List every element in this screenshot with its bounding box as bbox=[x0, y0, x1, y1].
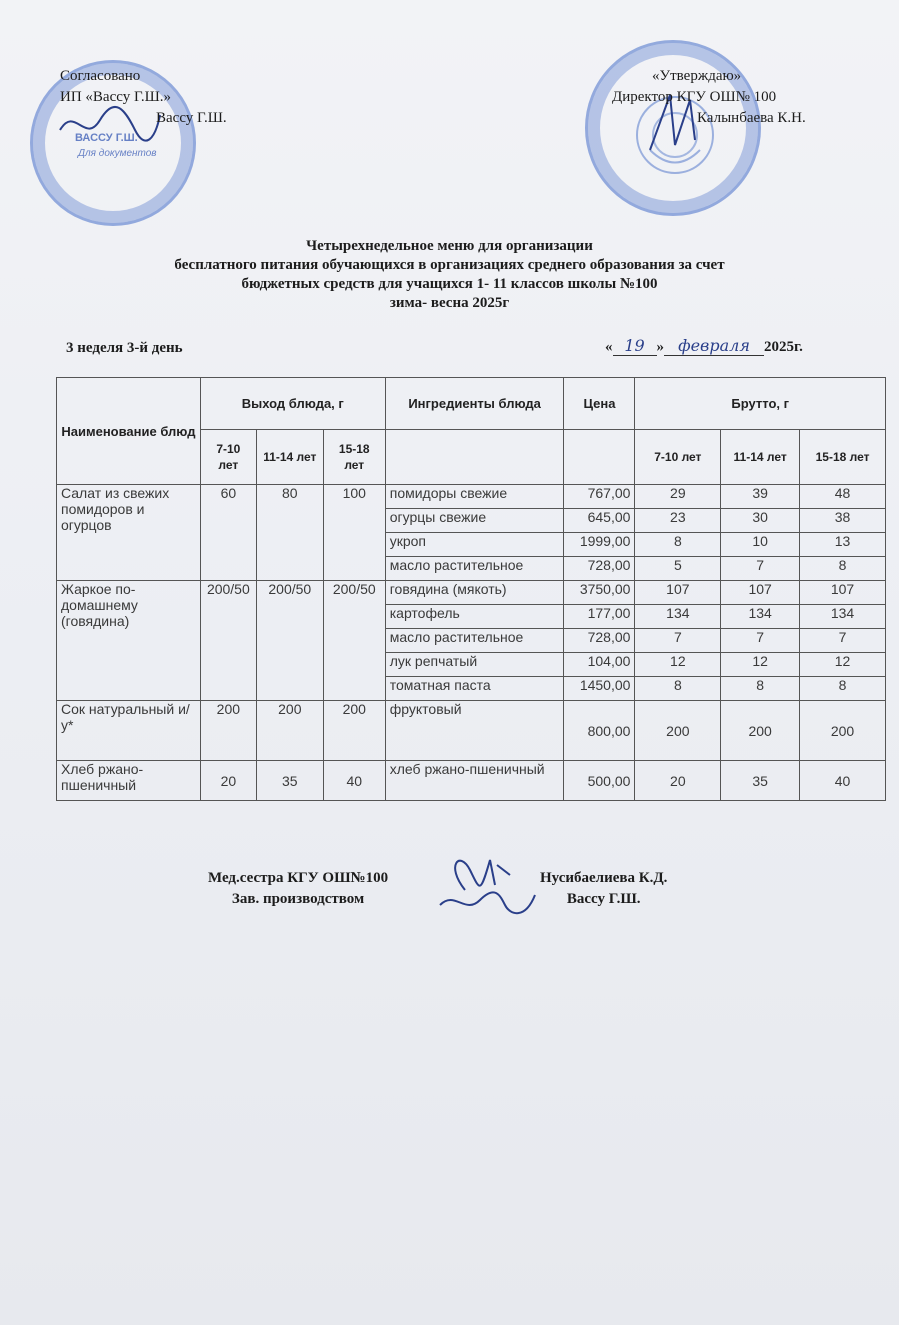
brutto-value: 107 bbox=[800, 581, 886, 605]
dish-output: 35 bbox=[256, 761, 323, 801]
approval-left-line2: ИП «Вассу Г.Ш.» bbox=[60, 89, 172, 105]
date-month: февраля bbox=[664, 336, 764, 356]
dish-output: 200/50 bbox=[256, 581, 323, 701]
date-day: 19 bbox=[613, 336, 657, 356]
header-output-age1: 7-10 лет bbox=[200, 430, 256, 485]
dish-output: 60 bbox=[200, 485, 256, 581]
dish-output: 20 bbox=[200, 761, 256, 801]
brutto-value: 13 bbox=[800, 533, 886, 557]
footer-production-name: Вассу Г.Ш. bbox=[566, 891, 641, 907]
brutto-value: 134 bbox=[721, 605, 800, 629]
footer-signature-icon bbox=[435, 845, 540, 925]
header-brutto-age1: 7-10 лет bbox=[635, 430, 721, 485]
title-line4: зима- весна 2025г bbox=[389, 295, 510, 311]
ingredient-name: масло растительное bbox=[385, 557, 564, 581]
ingredient-price: 728,00 bbox=[564, 557, 635, 581]
header-ingredients-blank bbox=[385, 430, 564, 485]
stamp-left-name: ВАССУ Г.Ш. bbox=[75, 132, 138, 144]
brutto-value: 35 bbox=[721, 761, 800, 801]
brutto-value: 8 bbox=[635, 677, 721, 701]
approval-left-block bbox=[60, 66, 227, 129]
stamp-left-subtitle: Для документов bbox=[78, 148, 157, 159]
dish-output: 200 bbox=[323, 701, 385, 761]
header-output: Выход блюда, г bbox=[200, 378, 385, 430]
header-brutto-age2: 11-14 лет bbox=[721, 430, 800, 485]
ingredient-price: 728,00 bbox=[564, 629, 635, 653]
date-close-quote: » bbox=[656, 339, 664, 355]
footer-production-title: Зав. производством bbox=[231, 891, 365, 907]
header-output-age3: 15-18 лет bbox=[323, 430, 385, 485]
brutto-value: 134 bbox=[800, 605, 886, 629]
approval-right-line1: «Утверждаю» bbox=[652, 68, 742, 84]
brutto-value: 7 bbox=[721, 629, 800, 653]
dish-output: 200 bbox=[200, 701, 256, 761]
week-label: 3 неделя 3-й день bbox=[66, 340, 183, 356]
brutto-value: 39 bbox=[721, 485, 800, 509]
brutto-value: 8 bbox=[721, 677, 800, 701]
document-date bbox=[605, 336, 803, 356]
header-brutto: Брутто, г bbox=[635, 378, 886, 430]
ingredient-name: укроп bbox=[385, 533, 564, 557]
dish-output: 100 bbox=[323, 485, 385, 581]
ingredient-name: масло растительное bbox=[385, 629, 564, 653]
brutto-value: 200 bbox=[635, 701, 721, 761]
ingredient-name: картофель bbox=[385, 605, 564, 629]
footer-right bbox=[540, 868, 667, 910]
ingredient-price: 800,00 bbox=[564, 701, 635, 761]
header-brutto-age3: 15-18 лет bbox=[800, 430, 886, 485]
brutto-value: 12 bbox=[800, 653, 886, 677]
brutto-value: 5 bbox=[635, 557, 721, 581]
brutto-value: 7 bbox=[800, 629, 886, 653]
ingredient-name: огурцы свежие bbox=[385, 509, 564, 533]
brutto-value: 38 bbox=[800, 509, 886, 533]
ingredient-price: 1450,00 bbox=[564, 677, 635, 701]
dish-name: Салат из свежих помидоров и огурцов bbox=[57, 485, 201, 581]
ingredient-price: 767,00 bbox=[564, 485, 635, 509]
footer-nurse-title: Мед.сестра КГУ ОШ№100 bbox=[208, 870, 389, 886]
brutto-value: 48 bbox=[800, 485, 886, 509]
dish-output: 80 bbox=[256, 485, 323, 581]
header-price: Цена bbox=[564, 378, 635, 430]
brutto-value: 7 bbox=[635, 629, 721, 653]
table-row bbox=[57, 761, 886, 801]
brutto-value: 107 bbox=[721, 581, 800, 605]
document-title bbox=[0, 237, 899, 313]
brutto-value: 23 bbox=[635, 509, 721, 533]
approval-right-block bbox=[612, 66, 806, 129]
brutto-value: 10 bbox=[721, 533, 800, 557]
table-row bbox=[57, 701, 886, 761]
approval-left-line3: Вассу Г.Ш. bbox=[156, 110, 227, 126]
ingredient-name: помидоры свежие bbox=[385, 485, 564, 509]
ingredient-price: 645,00 bbox=[564, 509, 635, 533]
dish-output: 200/50 bbox=[323, 581, 385, 701]
ingredient-price: 500,00 bbox=[564, 761, 635, 801]
approval-left-line1: Согласовано bbox=[60, 68, 141, 84]
title-line1: Четырехнедельное меню для организации bbox=[306, 238, 593, 254]
header-price-blank bbox=[564, 430, 635, 485]
brutto-value: 30 bbox=[721, 509, 800, 533]
brutto-value: 107 bbox=[635, 581, 721, 605]
dish-output: 40 bbox=[323, 761, 385, 801]
table-row bbox=[57, 581, 886, 605]
header-output-age2: 11-14 лет bbox=[256, 430, 323, 485]
brutto-value: 20 bbox=[635, 761, 721, 801]
dish-name: Хлеб ржано-пшеничный bbox=[57, 761, 201, 801]
brutto-value: 200 bbox=[721, 701, 800, 761]
dish-name: Сок натуральный и/у* bbox=[57, 701, 201, 761]
footer-left bbox=[208, 868, 388, 910]
menu-table bbox=[56, 377, 886, 801]
brutto-value: 12 bbox=[635, 653, 721, 677]
approval-right-line2: Директор КГУ ОШ№ 100 bbox=[612, 89, 777, 105]
brutto-value: 8 bbox=[635, 533, 721, 557]
ingredient-name: хлеб ржано-пшеничный bbox=[385, 761, 564, 801]
date-open-quote: « bbox=[605, 339, 613, 355]
brutto-value: 134 bbox=[635, 605, 721, 629]
dish-name: Жаркое по-домашнему (говядина) bbox=[57, 581, 201, 701]
date-year: 2025г. bbox=[764, 339, 803, 355]
brutto-value: 8 bbox=[800, 557, 886, 581]
ingredient-name: говядина (мякоть) bbox=[385, 581, 564, 605]
title-line2: бесплатного питания обучающихся в организациях среднего образования за счет bbox=[174, 257, 725, 273]
ingredient-price: 1999,00 bbox=[564, 533, 635, 557]
title-line3: бюджетных средств для учащихся 1- 11 классов школы №100 bbox=[241, 276, 658, 292]
approval-right-line3: Калынбаева К.Н. bbox=[697, 110, 806, 126]
ingredient-price: 3750,00 bbox=[564, 581, 635, 605]
dish-output: 200 bbox=[256, 701, 323, 761]
dish-output: 200/50 bbox=[200, 581, 256, 701]
brutto-value: 7 bbox=[721, 557, 800, 581]
ingredient-price: 177,00 bbox=[564, 605, 635, 629]
brutto-value: 40 bbox=[800, 761, 886, 801]
brutto-value: 29 bbox=[635, 485, 721, 509]
header-ingredients: Ингредиенты блюда bbox=[385, 378, 564, 430]
footer-nurse-name: Нусибаелиева К.Д. bbox=[540, 870, 668, 886]
ingredient-price: 104,00 bbox=[564, 653, 635, 677]
ingredient-name: фруктовый bbox=[385, 701, 564, 761]
brutto-value: 8 bbox=[800, 677, 886, 701]
table-row bbox=[57, 485, 886, 509]
brutto-value: 200 bbox=[800, 701, 886, 761]
brutto-value: 12 bbox=[721, 653, 800, 677]
ingredient-name: лук репчатый bbox=[385, 653, 564, 677]
header-dish-name: Наименование блюд bbox=[57, 378, 201, 485]
ingredient-name: томатная паста bbox=[385, 677, 564, 701]
